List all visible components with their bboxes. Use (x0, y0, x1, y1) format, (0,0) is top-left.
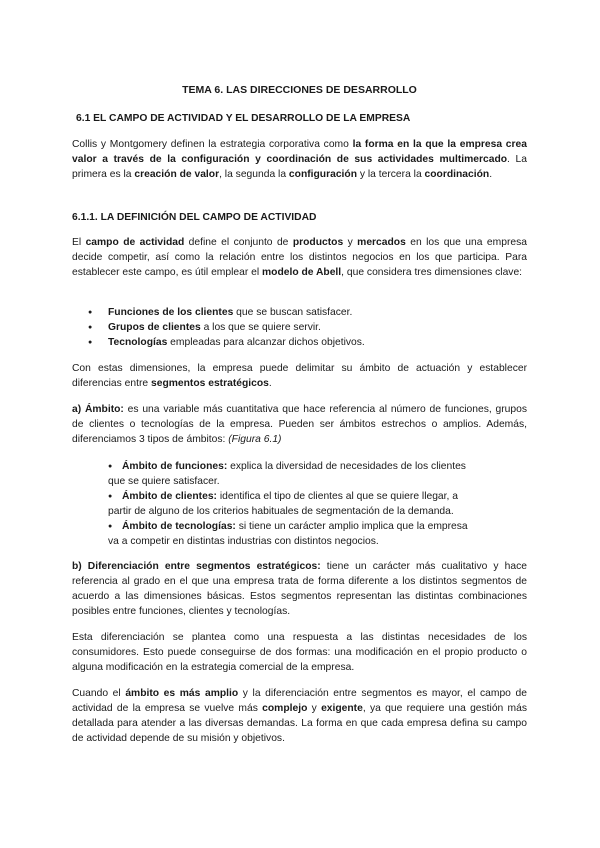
dimensions-list (72, 305, 527, 350)
list-item: ● Ámbito de funciones: explica la diversidad de necesidades de los clientes que se quiere satisfacer. (108, 461, 466, 487)
list-item: ● Grupos de clientes a los que se quiere servir. (72, 320, 527, 335)
subsection-heading: 6.1.1. LA DEFINICIÓN DEL CAMPO DE ACTIVIDAD (72, 212, 317, 223)
respuesta-paragraph: Esta diferenciación se plantea como una respuesta a las distintas necesidades de los consumidores. Esto puede conseguirse de dos formas: una modificación en el propio producto o alguna modificación en la estrategia comercial de la empresa. (72, 632, 527, 673)
dimensions-paragraph: Con estas dimensiones, la empresa puede delimitar su ámbito de actuación y establecer diferencias entre segmentos estratégicos. (72, 363, 527, 389)
section-heading: 6.1 EL CAMPO DE ACTIVIDAD Y EL DESARROLLO DE LA EMPRESA (76, 113, 411, 124)
page-title: TEMA 6. LAS DIRECCIONES DE DESARROLLO (182, 84, 417, 96)
campo-actividad-paragraph: El campo de actividad define el conjunto de productos y mercados en los que una empresa decide competir, así como la relación entre los distintos negocios en los que participa. Para establecer este campo, es útil emplear el modelo de Abell, que considera tres dimensiones clave: (72, 237, 527, 278)
list-item: ● Funciones de los clientes que se buscan satisfacer. (72, 305, 527, 320)
ambito-paragraph: a) Ámbito: es una variable más cuantitativa que hace referencia al número de funciones, grupos de clientes o tecnologías de la empresa. Pueden ser ámbitos estrechos o amplios. Además, diferenciamos 3 tipos de ámbitos: (Figura 6.1) (72, 404, 528, 445)
list-item: ● Ámbito de clientes: identifica el tipo de clientes al que se quiere llegar, a partir de alguno de los criterios habituales de segmentación de la demanda. (108, 491, 458, 517)
list-item: ● Ámbito de tecnologías: si tiene un carácter amplio implica que la empresa va a competir en distintas industrias con distintos negocios. (108, 521, 468, 547)
final-paragraph: Cuando el ámbito es más amplio y la diferenciación entre segmentos es mayor, el campo de actividad de la empresa se vuelve más complejo y exigente, ya que requiere una gestión más detallada para atender a las diversas demandas. La forma en que cada empresa defina su campo de actividad depende de su misión y objetivos. (72, 688, 527, 744)
intro-paragraph: Collis y Montgomery definen la estrategia corporativa como la forma en la que la empresa crea valor a través de la configuración y coordinación de sus actividades multimercado. La primera es la creación de valor, la segunda la configuración y la tercera la coordinación. (72, 139, 527, 180)
diferenciacion-paragraph: b) Diferenciación entre segmentos estratégicos: tiene un carácter más cualitativo y hace referencia al grado en el que una empresa trata de forma diferente a los distintos segmentos de acuerdo a las dimensiones básicas. Estos segmentos representan las distintas combinaciones posibles entre funciones, clientes y tecnologías. (72, 561, 527, 617)
ambito-types-list (108, 459, 500, 549)
list-item: ● Tecnologías empleadas para alcanzar dichos objetivos. (72, 335, 527, 350)
